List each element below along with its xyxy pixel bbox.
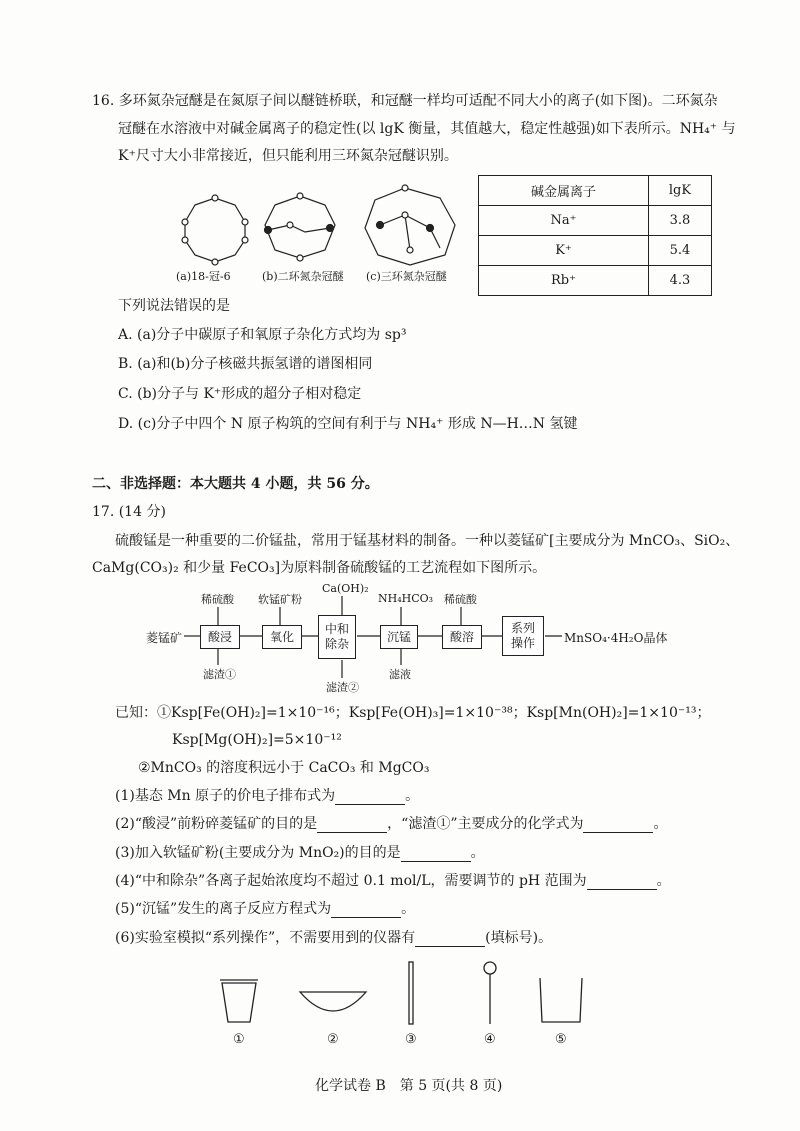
output-residue-1: 滤渣① (203, 668, 236, 681)
question-5 (115, 900, 415, 918)
question-text: (1)基态 Mn 原子的价电子排布式为 (115, 788, 336, 804)
question-text: 。 (653, 816, 668, 832)
q16-line-1: 16. 多环氮杂冠醚是在氮原子间以醚链桥联，和冠醚一样均可适配不同大小的离子(如下图)。二环氮杂 (92, 93, 718, 109)
ion: Rb⁺ (479, 266, 649, 296)
option-b: B. (a)和(b)分子核磁共振氢谱的谱图相同 (118, 356, 373, 372)
apparatus-label-5: ⑤ (555, 1032, 567, 1047)
answer-blank[interactable] (583, 818, 653, 833)
reagent-1: 稀硫酸 (201, 593, 234, 606)
table-row (479, 236, 712, 266)
flow-input: 菱锰矿 (146, 631, 183, 645)
output-filtrate: 滤液 (389, 668, 411, 681)
option-c: C. (b)分子与 K⁺形成的超分子相对稳定 (118, 386, 362, 402)
crown-ether-a-figure (182, 195, 248, 265)
output-residue-2: 滤渣② (326, 681, 359, 694)
question-text: (6)实验室模拟“系列操作”，不需要用到的仪器有 (115, 930, 416, 946)
q17-intro-2: CaMg(CO₃)₂ 和少量 FeCO₃]为原料制备硫酸锰的工艺流程如下图所示。 (92, 560, 547, 576)
question-text: (4)“中和除杂”各离子起始浓度均不超过 0.1 mol/L，需要调节的 pH 范围为 (115, 873, 587, 889)
glass-rod (409, 962, 413, 1024)
question-4 (115, 872, 671, 890)
answer-blank[interactable] (331, 903, 401, 918)
answer-blank[interactable] (317, 818, 387, 833)
table-row (479, 266, 712, 296)
caption-a: (a)18-冠-6 (176, 270, 231, 283)
section-heading: 二、非选择题：本大题共 4 小题，共 56 分。 (92, 476, 379, 492)
apparatus-label-1: ① (233, 1032, 245, 1047)
question-6 (115, 929, 552, 947)
q17-header: 17. (14 分) (92, 504, 166, 520)
question-2 (115, 815, 667, 833)
known-1: 已知：①Ksp[Fe(OH)₂]=1×10⁻¹⁶；Ksp[Fe(OH)₃]=1×10⁻³⁸；Ksp[Mn(OH)₂]=1×10⁻¹³； (115, 705, 711, 721)
lgk-value: 5.4 (649, 236, 712, 266)
option-a: A. (a)分子中碳原子和氧原子杂化方式均为 sp³ (118, 327, 407, 343)
page-footer: 化学试卷 B 第 5 页(共 8 页) (315, 1078, 503, 1094)
table-header: lgK (649, 176, 712, 206)
apparatus-label-4: ④ (484, 1032, 496, 1047)
q17-intro-1: 硫酸锰是一种重要的二价锰盐，常用于锰基材料的制备。一种以菱锰矿[主要成分为 MnCO₃、SiO₂、 (115, 533, 740, 549)
question-1 (115, 787, 419, 805)
caption-b: (b)二环氮杂冠醚 (262, 270, 344, 283)
flow-step-neutralize: 中和除杂 (318, 615, 356, 659)
known-2: Ksp[Mg(OH)₂]=5×10⁻¹² (172, 732, 342, 748)
apparatus-label-2: ② (327, 1032, 339, 1047)
beaker (540, 978, 582, 1022)
apparatus-label-3: ③ (405, 1032, 417, 1047)
flow-step-acid-leach: 酸浸 (200, 625, 240, 649)
question-text: 。 (401, 901, 416, 917)
question-text: 。 (656, 873, 671, 889)
flow-product: MnSO₄·4H₂O晶体 (564, 631, 668, 645)
answer-blank[interactable] (415, 932, 485, 947)
table-header: 碱金属离子 (479, 176, 649, 206)
question-text: (2)“酸浸”前粉碎菱锰矿的目的是 (115, 816, 318, 832)
crucible (220, 980, 258, 1022)
flow-step-acid-dissolve: 酸溶 (442, 625, 482, 649)
question-text: (3)加入软锰矿粉(主要成分为 MnO₂)的目的是 (115, 845, 401, 861)
apparatus-figures (220, 962, 582, 1024)
q16-prompt: 下列说法错误的是 (118, 298, 230, 314)
question-text: (填标号)。 (485, 930, 553, 946)
known-3: ②MnCO₃ 的溶度积远小于 CaCO₃ 和 MgCO₃ (138, 760, 430, 776)
question-text: 。 (470, 845, 485, 861)
q16-line-2: 冠醚在水溶液中对碱金属离子的稳定性(以 lgK 衡量，其值越大，稳定性越强)如下表所示。NH₄⁺ 与 (118, 121, 736, 137)
ion: Na⁺ (479, 206, 649, 236)
lgk-table (478, 175, 712, 296)
evaporating-dish (300, 992, 366, 1011)
answer-blank[interactable] (335, 790, 405, 805)
bicyclic-aza-crown-b-figure (265, 193, 336, 261)
lgk-value: 4.3 (649, 266, 712, 296)
question-text: 。 (405, 788, 420, 804)
ion: K⁺ (479, 236, 649, 266)
lgk-value: 3.8 (649, 206, 712, 236)
flow-step-oxidize: 氧化 (262, 625, 302, 649)
flow-step-precipitate-mn: 沉锰 (380, 625, 418, 649)
answer-blank[interactable] (401, 847, 471, 862)
option-d: D. (c)分子中四个 N 原子构筑的空间有利于与 NH₄⁺ 形成 N—H…N 氢键 (118, 416, 578, 432)
answer-blank[interactable] (587, 875, 657, 890)
q16-line-3: K⁺尺寸大小非常接近，但只能利用三环氮杂冠醚识别。 (118, 148, 458, 164)
question-text: ，“滤渣①”主要成分的化学式为 (387, 816, 584, 832)
reagent-3: Ca(OH)₂ (322, 582, 369, 595)
caption-c: (c)三环氮杂冠醚 (366, 270, 447, 283)
question-text: (5)“沉锰”发生的离子反应方程式为 (115, 901, 332, 917)
tricyclic-aza-crown-c-figure (365, 185, 455, 265)
reagent-4: NH₄HCO₃ (378, 592, 434, 605)
question-3 (115, 844, 485, 862)
table-row (479, 206, 712, 236)
flow-step-series-ops: 系列操作 (502, 616, 544, 656)
reagent-2: 软锰矿粉 (258, 593, 302, 606)
reagent-5: 稀硫酸 (444, 593, 477, 606)
